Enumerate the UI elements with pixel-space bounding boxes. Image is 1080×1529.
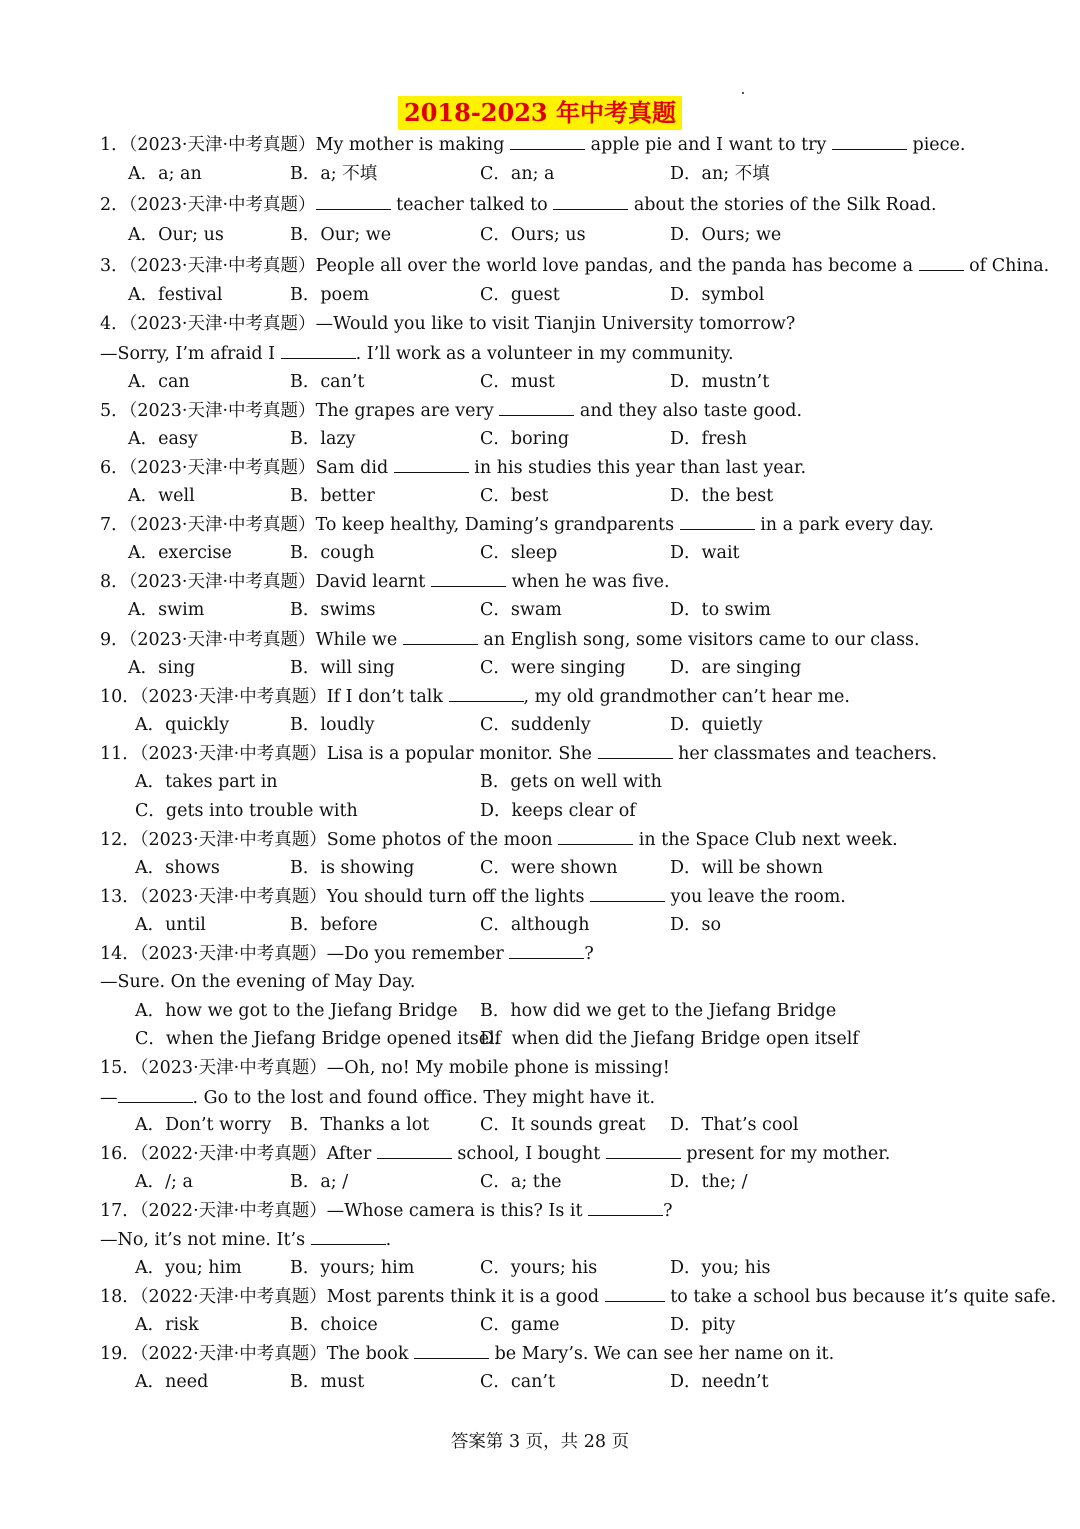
option-d[interactable]: D．symbol <box>670 285 765 305</box>
option-d[interactable]: D．an; 不填 <box>670 164 770 184</box>
option-b[interactable]: B．poem <box>290 285 370 305</box>
option-d[interactable]: D．the best <box>670 486 774 506</box>
option-d[interactable]: D．will be shown <box>670 858 824 878</box>
option-c[interactable]: C．suddenly <box>480 715 591 735</box>
option-a[interactable]: A．a; an <box>128 164 202 184</box>
option-a[interactable]: A．shows <box>135 858 220 878</box>
option-a[interactable]: A．exercise <box>128 543 232 563</box>
option-b[interactable]: B．before <box>290 915 378 935</box>
option-a[interactable]: A．Don’t worry <box>135 1115 272 1135</box>
option-b[interactable]: B．Our; we <box>290 225 392 245</box>
option-a[interactable]: A．you; him <box>135 1258 242 1278</box>
option-a[interactable]: A．swim <box>128 600 205 620</box>
question-18: 18．（2022·天津·中考真题）Most parents think it is a good to take a school bus because it’s quite safe. <box>100 1287 1057 1307</box>
speck <box>742 92 744 94</box>
question-16: 16．（2022·天津·中考真题）After school, I bought present for my mother. <box>100 1144 891 1164</box>
question-5: 5．（2023·天津·中考真题）The grapes are very and they also taste good. <box>100 401 803 421</box>
option-b[interactable]: B．is showing <box>290 858 415 878</box>
option-c[interactable]: C．game <box>480 1315 560 1335</box>
option-b[interactable]: B．Thanks a lot <box>290 1115 430 1135</box>
question-15-line2: — . Go to the lost and found office. They might have it. <box>100 1088 656 1108</box>
option-a[interactable]: A．festival <box>128 285 223 305</box>
option-c[interactable]: C．sleep <box>480 543 558 563</box>
option-c[interactable]: C．must <box>480 372 555 392</box>
option-a[interactable]: A．need <box>135 1372 209 1392</box>
option-b[interactable]: B．a; 不填 <box>290 164 378 184</box>
question-3: 3．（2023·天津·中考真题）People all over the world love pandas, and the panda has become a of China. <box>100 256 1050 276</box>
option-a[interactable]: A．Our; us <box>128 225 224 245</box>
option-d[interactable]: D．needn’t <box>670 1372 769 1392</box>
page-title: 2018-2023 年中考真题 <box>398 96 682 130</box>
option-a[interactable]: A．until <box>135 915 206 935</box>
option-a[interactable]: A．can <box>128 372 190 392</box>
option-c[interactable]: C．although <box>480 915 590 935</box>
option-b[interactable]: B．better <box>290 486 375 506</box>
option-c[interactable]: C．yours; his <box>480 1258 598 1278</box>
option-c[interactable]: C．when the Jiefang Bridge opened itself <box>135 1029 502 1049</box>
question-7: 7．（2023·天津·中考真题）To keep healthy, Daming’s grandparents in a park every day. <box>100 515 934 535</box>
question-10: 10．（2023·天津·中考真题）If I don’t talk , my old grandmother can’t hear me. <box>100 687 850 707</box>
question-8: 8．（2023·天津·中考真题）David learnt when he was five. <box>100 572 670 592</box>
option-d[interactable]: D．you; his <box>670 1258 771 1278</box>
option-d[interactable]: D．fresh <box>670 429 747 449</box>
option-b[interactable]: B．how did we get to the Jiefang Bridge <box>480 1001 837 1021</box>
option-b[interactable]: B．swims <box>290 600 376 620</box>
option-d[interactable]: D．to swim <box>670 600 771 620</box>
question-6: 6．（2023·天津·中考真题）Sam did in his studies this year than last year. <box>100 458 807 478</box>
option-a[interactable]: A．takes part in <box>135 772 278 792</box>
option-c[interactable]: C．It sounds great <box>480 1115 646 1135</box>
option-d[interactable]: D．keeps clear of <box>480 801 636 821</box>
option-d[interactable]: D．when did the Jiefang Bridge open itself <box>480 1029 859 1049</box>
page-footer: 答案第 3 页，共 28 页 <box>450 1432 630 1452</box>
option-b[interactable]: B．can’t <box>290 372 365 392</box>
option-c[interactable]: C．boring <box>480 429 570 449</box>
option-d[interactable]: D．wait <box>670 543 740 563</box>
option-d[interactable]: D．pity <box>670 1315 736 1335</box>
option-d[interactable]: D．mustn’t <box>670 372 770 392</box>
question-12: 12．（2023·天津·中考真题）Some photos of the moon in the Space Club next week. <box>100 830 898 850</box>
question-4-line2: —Sorry, I’m afraid I . I’ll work as a volunteer in my community. <box>100 344 734 364</box>
question-17-line2: —No, it’s not mine. It’s . <box>100 1230 392 1250</box>
option-d[interactable]: D．so <box>670 915 722 935</box>
option-a[interactable]: A．sing <box>128 658 196 678</box>
option-c[interactable]: C．swam <box>480 600 562 620</box>
option-a[interactable]: A．risk <box>135 1315 199 1335</box>
option-c[interactable]: C．were shown <box>480 858 618 878</box>
question-19: 19．（2022·天津·中考真题）The book be Mary’s. We can see her name on it. <box>100 1344 835 1364</box>
option-c[interactable]: C．best <box>480 486 549 506</box>
option-b[interactable]: B．choice <box>290 1315 378 1335</box>
option-b[interactable]: B．cough <box>290 543 375 563</box>
option-b[interactable]: B．must <box>290 1372 365 1392</box>
option-a[interactable]: A．easy <box>128 429 198 449</box>
option-b[interactable]: B．lazy <box>290 429 356 449</box>
question-9: 9．（2023·天津·中考真题）While we an English song, some visitors came to our class. <box>100 630 920 650</box>
option-b[interactable]: B．yours; him <box>290 1258 415 1278</box>
option-a[interactable]: A．well <box>128 486 195 506</box>
option-c[interactable]: C．can’t <box>480 1372 555 1392</box>
question-14: 14．（2023·天津·中考真题）—Do you remember ? <box>100 944 594 964</box>
option-d[interactable]: D．Ours; we <box>670 225 782 245</box>
question-13: 13．（2023·天津·中考真题）You should turn off the lights you leave the room. <box>100 887 846 907</box>
option-b[interactable]: B．a; / <box>290 1172 349 1192</box>
option-c[interactable]: C．a; the <box>480 1172 562 1192</box>
option-b[interactable]: B．will sing <box>290 658 395 678</box>
option-c[interactable]: C．guest <box>480 285 560 305</box>
option-c[interactable]: C．gets into trouble with <box>135 801 358 821</box>
option-a[interactable]: A．how we got to the Jiefang Bridge <box>135 1001 458 1021</box>
option-c[interactable]: C．an; a <box>480 164 555 184</box>
option-a[interactable]: A．quickly <box>135 715 230 735</box>
option-a[interactable]: A．/; a <box>135 1172 193 1192</box>
option-d[interactable]: D．quietly <box>670 715 763 735</box>
option-d[interactable]: D．the; / <box>670 1172 748 1192</box>
question-1: 1．（2023·天津·中考真题）My mother is making apple pie and I want to try piece. <box>100 135 966 155</box>
question-4: 4．（2023·天津·中考真题）—Would you like to visit Tianjin University tomorrow? <box>100 314 796 334</box>
question-15: 15．（2023·天津·中考真题）—Oh, no! My mobile phone is missing! <box>100 1058 670 1078</box>
question-2: 2．（2023·天津·中考真题） teacher talked to about the stories of the Silk Road. <box>100 195 937 215</box>
question-17: 17．（2022·天津·中考真题）—Whose camera is this? Is it ? <box>100 1201 673 1221</box>
option-b[interactable]: B．loudly <box>290 715 375 735</box>
option-b[interactable]: B．gets on well with <box>480 772 662 792</box>
option-c[interactable]: C．were singing <box>480 658 626 678</box>
option-d[interactable]: D．are singing <box>670 658 802 678</box>
question-14-line2: —Sure. On the evening of May Day. <box>100 972 416 992</box>
question-11: 11．（2023·天津·中考真题）Lisa is a popular monitor. She her classmates and teachers. <box>100 744 938 764</box>
option-d[interactable]: D．That’s cool <box>670 1115 799 1135</box>
option-c[interactable]: C．Ours; us <box>480 225 586 245</box>
